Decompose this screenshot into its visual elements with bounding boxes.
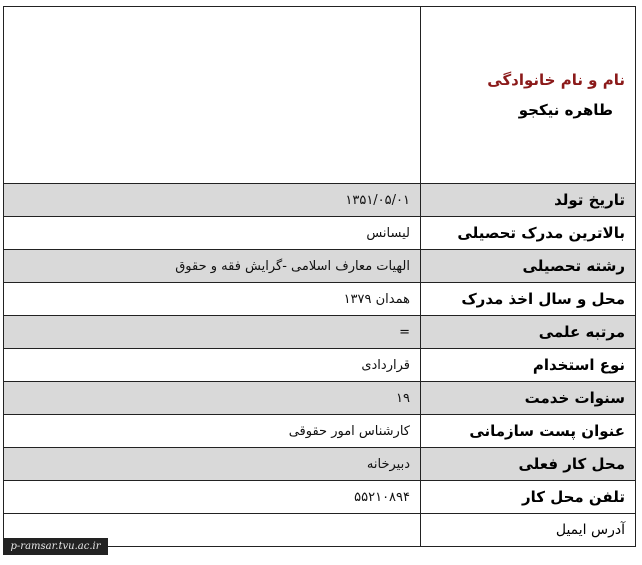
row-label: مرتبه علمی bbox=[421, 316, 636, 349]
row-value: همدان ۱۳۷۹ bbox=[4, 283, 421, 316]
row-value: کارشناس امور حقوقی bbox=[4, 415, 421, 448]
row-label: بالاترین مدرک تحصیلی bbox=[421, 217, 636, 250]
name-row bbox=[4, 7, 636, 184]
profile-table bbox=[3, 6, 636, 547]
name-value: طاهره نیکجو bbox=[518, 101, 613, 119]
table-row bbox=[4, 382, 636, 415]
row-value: ۵۵۲۱۰۸۹۴ bbox=[4, 481, 421, 514]
row-label: رشته تحصیلی bbox=[421, 250, 636, 283]
row-label: محل کار فعلی bbox=[421, 448, 636, 481]
row-value: = bbox=[4, 316, 421, 349]
table-row bbox=[4, 316, 636, 349]
table-row bbox=[4, 217, 636, 250]
table-row bbox=[4, 448, 636, 481]
table-row bbox=[4, 184, 636, 217]
site-watermark: p-ramsar.tvu.ac.ir bbox=[3, 538, 108, 555]
table-row bbox=[4, 415, 636, 448]
row-label: آدرس ایمیل bbox=[421, 514, 636, 547]
row-value: ۱۳۵۱/۰۵/۰۱ bbox=[4, 184, 421, 217]
row-label: نوع استخدام bbox=[421, 349, 636, 382]
row-value: دبیرخانه bbox=[4, 448, 421, 481]
name-cell bbox=[421, 7, 636, 184]
name-label: نام و نام خانوادگی bbox=[487, 71, 625, 89]
row-value: لیسانس bbox=[4, 217, 421, 250]
row-value: ۱۹ bbox=[4, 382, 421, 415]
row-label: عنوان پست سازمانی bbox=[421, 415, 636, 448]
row-value: الهیات معارف اسلامی -گرایش فقه و حقوق bbox=[4, 250, 421, 283]
row-label: تاریخ تولد bbox=[421, 184, 636, 217]
row-label: تلفن محل کار bbox=[421, 481, 636, 514]
row-label: محل و سال اخذ مدرک bbox=[421, 283, 636, 316]
row-label: سنوات خدمت bbox=[421, 382, 636, 415]
row-value: قراردادی bbox=[4, 349, 421, 382]
table-row bbox=[4, 250, 636, 283]
table-row bbox=[4, 349, 636, 382]
photo-cell bbox=[4, 7, 421, 184]
table-row bbox=[4, 283, 636, 316]
table-row bbox=[4, 481, 636, 514]
